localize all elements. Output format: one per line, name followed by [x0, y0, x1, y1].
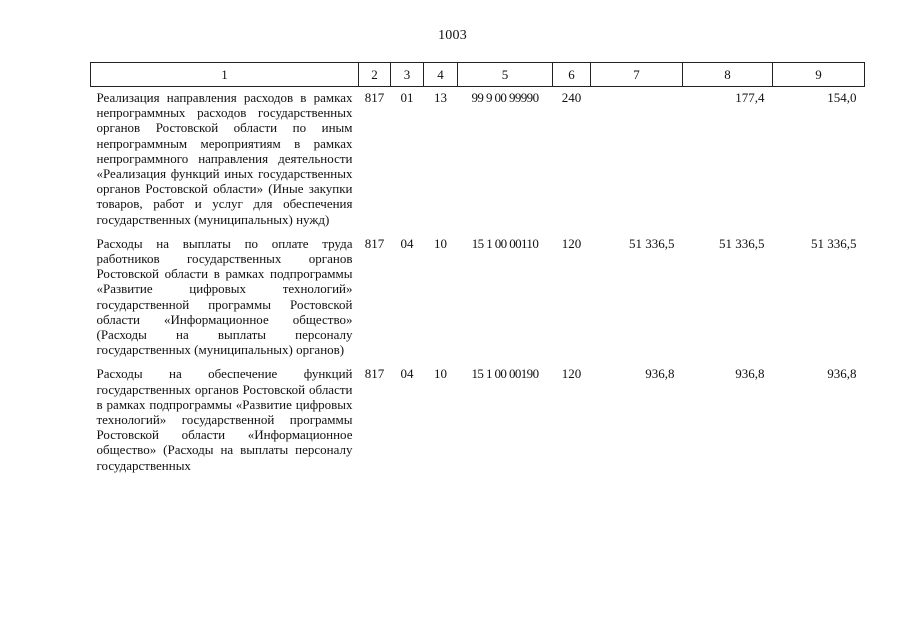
amount-col7: 51 336,5 — [629, 235, 675, 251]
page-number: 1003 — [438, 28, 467, 43]
column-header-6: 6 — [553, 63, 591, 87]
section-code: 01 — [400, 90, 414, 105]
amount-col7 — [591, 87, 683, 233]
column-header-7: 7 — [591, 63, 683, 87]
column-header-8: 8 — [683, 63, 773, 87]
amount-col8: 936,8 — [735, 366, 765, 382]
amount-col8: 177,4 — [735, 90, 765, 105]
column-header-3: 3 — [391, 63, 424, 87]
column-header-9: 9 — [773, 63, 865, 87]
subsection-code: 10 — [434, 235, 447, 251]
subsection-code: 13 — [434, 90, 447, 105]
budget-table — [90, 62, 865, 479]
column-header-1: 1 — [91, 63, 359, 87]
row-description: Расходы на обеспечение функций государственных органов Ростовской области в рамках подпрограммы «Развитие цифровых технологий» государственной программы Ростовской области «Информационное общество» (Расходы на выплаты персоналу государственных — [96, 366, 353, 473]
row-description: Реализация направления расходов в рамках непрограммных расходов государственных органов Ростовской области по иным непрограммным мероприятиям в рамках непрограммного направления деятельности «Реализация функций иных государственных органов Ростовской области» (Иные закупки товаров, работ и услуг для обеспечения государственных (муниципальных) нужд) — [96, 90, 353, 227]
column-header-2: 2 — [359, 63, 391, 87]
expense-type-code: 120 — [561, 235, 582, 251]
ministry-code: 817 — [364, 90, 385, 105]
table-row — [91, 363, 865, 478]
table-row — [91, 87, 865, 233]
section-code: 04 — [400, 366, 414, 382]
amount-col8: 51 336,5 — [719, 235, 765, 251]
target-article-code: 15 1 00 00110 — [471, 235, 539, 251]
row-description: Расходы на выплаты по оплате труда работников государственных органов Ростовской области в рамках подпрограммы «Развитие цифровых технологий» государственной программы Ростовской области «Информационное общество» (Расходы на выплаты персоналу государственных (муниципальных) органов) — [96, 235, 353, 358]
table-row — [91, 233, 865, 364]
target-article-code: 99 9 00 99990 — [471, 90, 539, 105]
ministry-code: 817 — [364, 235, 385, 251]
amount-col9: 936,8 — [827, 366, 857, 382]
expense-type-code: 120 — [561, 366, 582, 382]
amount-col7: 936,8 — [645, 366, 675, 382]
expense-type-code: 240 — [561, 90, 582, 105]
subsection-code: 10 — [434, 366, 447, 382]
column-header-5: 5 — [458, 63, 553, 87]
amount-col9: 154,0 — [827, 90, 857, 105]
target-article-code: 15 1 00 00190 — [471, 366, 539, 382]
ministry-code: 817 — [364, 366, 385, 382]
column-header-4: 4 — [424, 63, 458, 87]
amount-col9: 51 336,5 — [811, 235, 857, 251]
section-code: 04 — [400, 235, 414, 251]
table-header-row — [91, 63, 865, 87]
